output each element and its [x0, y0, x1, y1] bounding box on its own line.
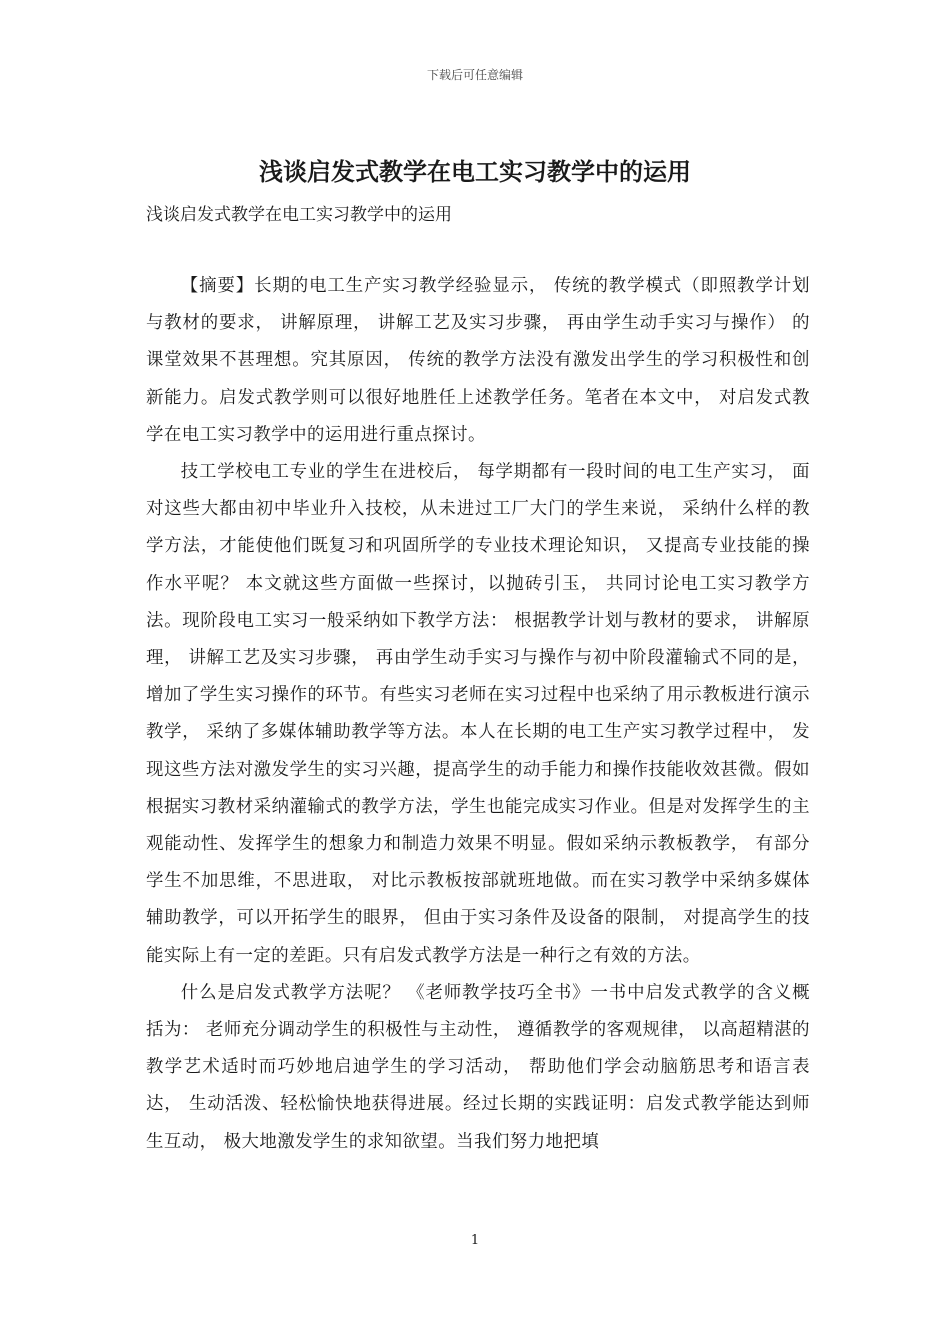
- paragraph-definition: 什么是启发式教学方法呢？ 《老师教学技巧全书》一书中启发式教学的含义概括为： 老师充分调动学生的积极性与主动性， 遵循教学的客观规律， 以高超精湛的教学艺术适时而巧妙地启迪学生的学习活动， 帮助他们学会动脑筋思考和语言表达， 生动活泼、轻松愉快地获得进展。经过长期的实践证明：启发式教学能达到师生互动， 极大地激发学生的求知欲望。当我们努力地把填: [146, 982, 810, 1152]
- paragraph-current-methods: 技工学校电工专业的学生在进校后， 每学期都有一段时间的电工生产实习， 面对这些大都由初中毕业升入技校，从未进过工厂大门的学生来说， 采纳什么样的教学方法，才能使他们既复习和巩固所学的专业技术理论知识， 又提高专业技能的操作水平呢？ 本文就这些方面做一些探讨，以抛砖引玉， 共同讨论电工实习教学方法。现阶段电工实习一般采纳如下教学方法： 根据教学计划与教材的要求， 讲解原理， 讲解工艺及实习步骤， 再由学生动手实习与操作与初中阶段灌输式不同的是， 增加了学生实习操作的环节。有些实习老师在实习过程中也采纳了用示教板进行演示教学， 采纳了多媒体辅助教学等方法。本人在长期的电工生产实习教学过程中， 发现这些方法对激发学生的实习兴趣，提高学生的动手能力和操作技能收效甚微。假如根据实习教材采纳灌输式的教学方法，学生也能完成实习作业。但是对发挥学生的主观能动性、发挥学生的想象力和制造力效果不明显。假如采纳示教板教学， 有部分学生不加思维，不思进取， 对比示教板按部就班地做。而在实习教学中采纳多媒体辅助教学，可以开拓学生的眼界， 但由于实习条件及设备的限制， 对提高学生的技能实际上有一定的差距。只有启发式教学方法是一种行之有效的方法。: [146, 462, 810, 966]
- page-number: 1: [470, 1233, 480, 1248]
- document-title: 浅谈启发式教学在电工实习教学中的运用: [259, 157, 691, 186]
- document-body: [146, 268, 810, 1161]
- paragraph-abstract: 【摘要】长期的电工生产实习教学经验显示， 传统的教学模式（即照教学计划与教材的要求， 讲解原理， 讲解工艺及实习步骤， 再由学生动手实习与操作） 的课堂效果不甚理想。究其原因， 传统的教学方法没有激发出学生的学习积极性和创新能力。启发式教学则可以很好地胜任上述教学任务。笔者在本文中， 对启发式教学在电工实习教学中的运用进行重点探讨。: [146, 276, 810, 445]
- header-note: 下载后可任意编辑: [426, 68, 523, 82]
- document-subtitle: 浅谈启发式教学在电工实习教学中的运用: [146, 205, 452, 225]
